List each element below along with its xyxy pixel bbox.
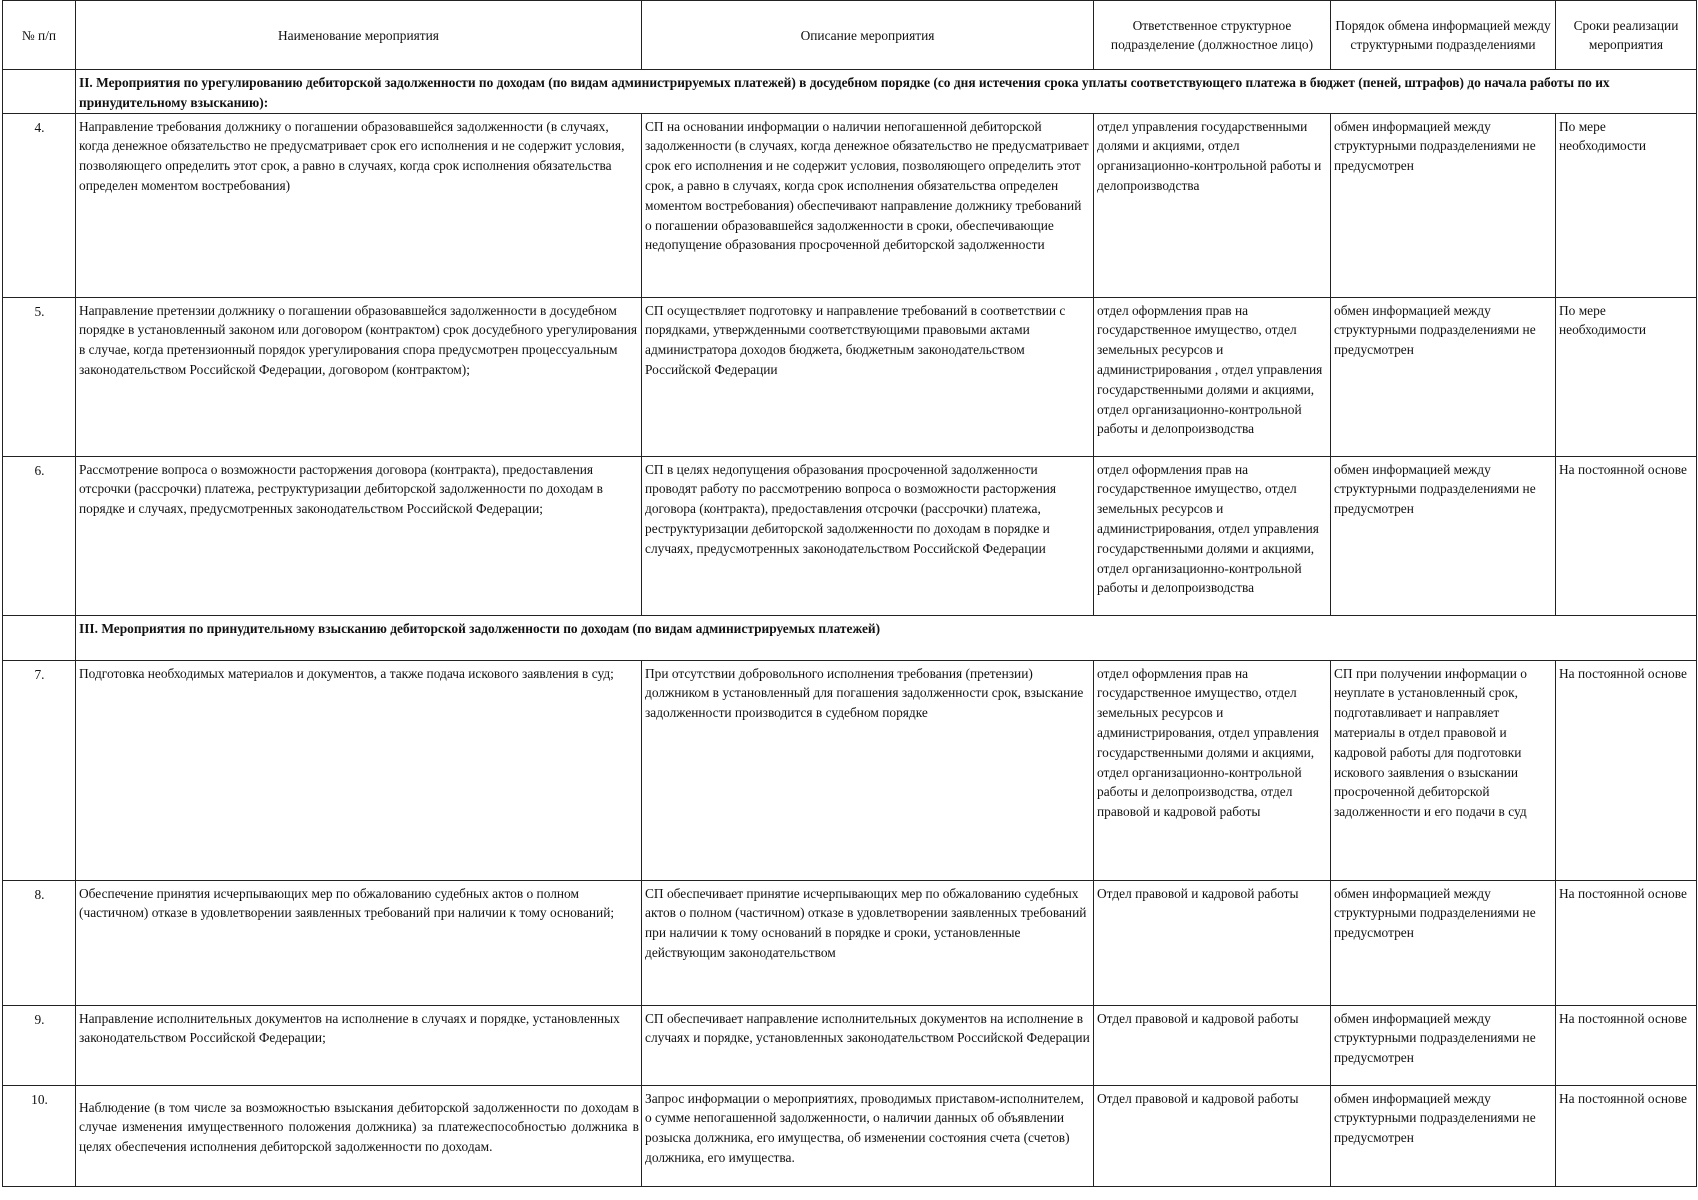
row-num: 6. <box>3 456 76 615</box>
row-description: СП на основании информации о наличии непогашенной дебиторской задолженности (в случаях, когда денежное обязательство не предусматривает срок его исполнения и не содержит условия, позволяющего определить этот срок, а равно в случаях, когда срок исполнения обязательства определен моментом востребования) обеспечивают направление должнику требований о погашении образовавшейся задолженности в сроки, обеспечивающие недопущение образования просроченной дебиторской задолженности <box>642 113 1094 297</box>
row-responsible: Отдел правовой и кадровой работы <box>1094 1005 1331 1085</box>
table-row <box>3 660 1697 880</box>
row-name: Подготовка необходимых материалов и документов, а также подача искового заявления в суд; <box>76 660 642 880</box>
table-header-row <box>3 1 1697 70</box>
row-responsible: Отдел правовой и кадровой работы <box>1094 880 1331 1005</box>
section-num-cell <box>3 70 76 114</box>
header-deadline: Сроки реализации мероприятия <box>1556 1 1697 70</box>
section-title: III. Мероприятия по принудительному взысканию дебиторской задолженности по доходам (по видам администрируемых платежей) <box>76 615 1697 660</box>
table-row <box>3 297 1697 456</box>
row-description: СП обеспечивает принятие исчерпывающих мер по обжалованию судебных актов о полном (частичном) отказе в удовлетворении заявленных требований при наличии к тому оснований в порядке и сроки, установленные действующим законодательством <box>642 880 1094 1005</box>
row-exchange: обмен информацией между структурными подразделениями не предусмотрен <box>1331 1085 1556 1186</box>
row-deadline: На постоянной основе <box>1556 1005 1697 1085</box>
row-deadline: На постоянной основе <box>1556 880 1697 1005</box>
row-description: СП в целях недопущения образования просроченной задолженности проводят работу по рассмотрению вопроса о возможности расторжения договора (контракта), предоставления отсрочки (рассрочки) платежа, реструктуризации дебиторской задолженности по доходам в порядке и случаях, предусмотренных законодательством Российской Федерации <box>642 456 1094 615</box>
section-num-cell <box>3 615 76 660</box>
row-num: 9. <box>3 1005 76 1085</box>
row-num: 5. <box>3 297 76 456</box>
row-deadline: По мере необходимости <box>1556 113 1697 297</box>
table-row <box>3 456 1697 615</box>
row-num: 8. <box>3 880 76 1005</box>
row-exchange: обмен информацией между структурными подразделениями не предусмотрен <box>1331 880 1556 1005</box>
header-description: Описание мероприятия <box>642 1 1094 70</box>
row-name: Направление требования должнику о погашении образовавшейся задолженности (в случаях, когда денежное обязательство не предусматривает срок его исполнения и не содержит условия, позволяющего определить этот срок, а равно в случаях, когда срок исполнения обязательства определен моментом востребования) <box>76 113 642 297</box>
row-deadline: По мере необходимости <box>1556 297 1697 456</box>
row-description: Запрос информации о мероприятиях, проводимых приставом-исполнителем, о сумме непогашенной задолженности, о наличии данных об объявлении розыска должника, его имущества, об изменении состояния счета (счетов) должника, его имущества. <box>642 1085 1094 1186</box>
row-name: Рассмотрение вопроса о возможности расторжения договора (контракта), предоставления отсрочки (рассрочки) платежа, реструктуризации дебиторской задолженности по доходам в порядке и случаях, предусмотренных законодательством Российской Федерации; <box>76 456 642 615</box>
row-responsible: отдел управления государственными долями и акциями, отдел организационно-контрольной работы и делопроизводства <box>1094 113 1331 297</box>
table-row <box>3 1005 1697 1085</box>
row-name: Наблюдение (в том числе за возможностью взыскания дебиторской задолженности по доходам в случае изменения имущественного положения должника) за платежеспособностью должника в целях обеспечения исполнения дебиторской задолженности по доходам. <box>76 1085 642 1186</box>
row-num: 4. <box>3 113 76 297</box>
section-heading-row <box>3 615 1697 660</box>
measures-table <box>2 0 1697 1187</box>
header-exchange: Порядок обмена информацией между структурными подразделениями <box>1331 1 1556 70</box>
section-heading-row <box>3 70 1697 114</box>
row-num: 10. <box>3 1085 76 1186</box>
row-exchange: обмен информацией между структурными подразделениями не предусмотрен <box>1331 113 1556 297</box>
row-exchange: СП при получении информации о неуплате в установленный срок, подготавливает и направляет материалы в отдел правовой и кадровой работы для подготовки искового заявления о взыскании просроченной дебиторской задолженности и его подачи в суд <box>1331 660 1556 880</box>
table-row <box>3 880 1697 1005</box>
row-num: 7. <box>3 660 76 880</box>
row-exchange: обмен информацией между структурными подразделениями не предусмотрен <box>1331 456 1556 615</box>
row-description: СП осуществляет подготовку и направление требований в соответствии с порядками, утвержденными соответствующими правовыми актами администратора доходов бюджета, бюджетным законодательством Российской Федерации <box>642 297 1094 456</box>
row-name: Направление претензии должнику о погашении образовавшейся задолженности в досудебном порядке в установленный законом или договором (контрактом) срок досудебного урегулирования в случае, когда претензионный порядок урегулирования спора предусмотрен процессуальным законодательством Российской Федерации, договором (контрактом); <box>76 297 642 456</box>
table-row <box>3 113 1697 297</box>
document-page <box>2 0 1696 1187</box>
header-num: № п/п <box>3 1 76 70</box>
row-deadline: На постоянной основе <box>1556 660 1697 880</box>
row-deadline: На постоянной основе <box>1556 1085 1697 1186</box>
row-name: Направление исполнительных документов на исполнение в случаях и порядке, установленных законодательством Российской Федерации; <box>76 1005 642 1085</box>
row-responsible: отдел оформления прав на государственное имущество, отдел земельных ресурсов и администрирования , отдел управления государственными долями и акциями, отдел организационно-контрольной работы и делопроизводства <box>1094 297 1331 456</box>
row-description: СП обеспечивает направление исполнительных документов на исполнение в случаях и порядке, установленных законодательством Российской Федерации <box>642 1005 1094 1085</box>
row-exchange: обмен информацией между структурными подразделениями не предусмотрен <box>1331 297 1556 456</box>
section-title: II. Мероприятия по урегулированию дебиторской задолженности по доходам (по видам администрируемых платежей) в досудебном порядке (со дня истечения срока уплаты соответствующего платежа в бюджет (пеней, штрафов) до начала работы по их принудительному взысканию): <box>76 70 1697 114</box>
header-responsible: Ответственное структурное подразделение (должностное лицо) <box>1094 1 1331 70</box>
row-description: При отсутствии добровольного исполнения требования (претензии) должником в установленный для погашения задолженности срок, взыскание задолженности производится в судебном порядке <box>642 660 1094 880</box>
row-exchange: обмен информацией между структурными подразделениями не предусмотрен <box>1331 1005 1556 1085</box>
row-deadline: На постоянной основе <box>1556 456 1697 615</box>
header-name: Наименование мероприятия <box>76 1 642 70</box>
row-responsible: отдел оформления прав на государственное имущество, отдел земельных ресурсов и администрирования, отдел управления государственными долями и акциями, отдел организационно-контрольной работы и делопроизводства <box>1094 456 1331 615</box>
row-responsible: отдел оформления прав на государственное имущество, отдел земельных ресурсов и администрирования, отдел управления государственными долями и акциями, отдел организационно-контрольной работы и делопроизводства, отдел правовой и кадровой работы <box>1094 660 1331 880</box>
row-responsible: Отдел правовой и кадровой работы <box>1094 1085 1331 1186</box>
table-row <box>3 1085 1697 1186</box>
row-name: Обеспечение принятия исчерпывающих мер по обжалованию судебных актов о полном (частичном) отказе в удовлетворении заявленных требований при наличии к тому оснований; <box>76 880 642 1005</box>
